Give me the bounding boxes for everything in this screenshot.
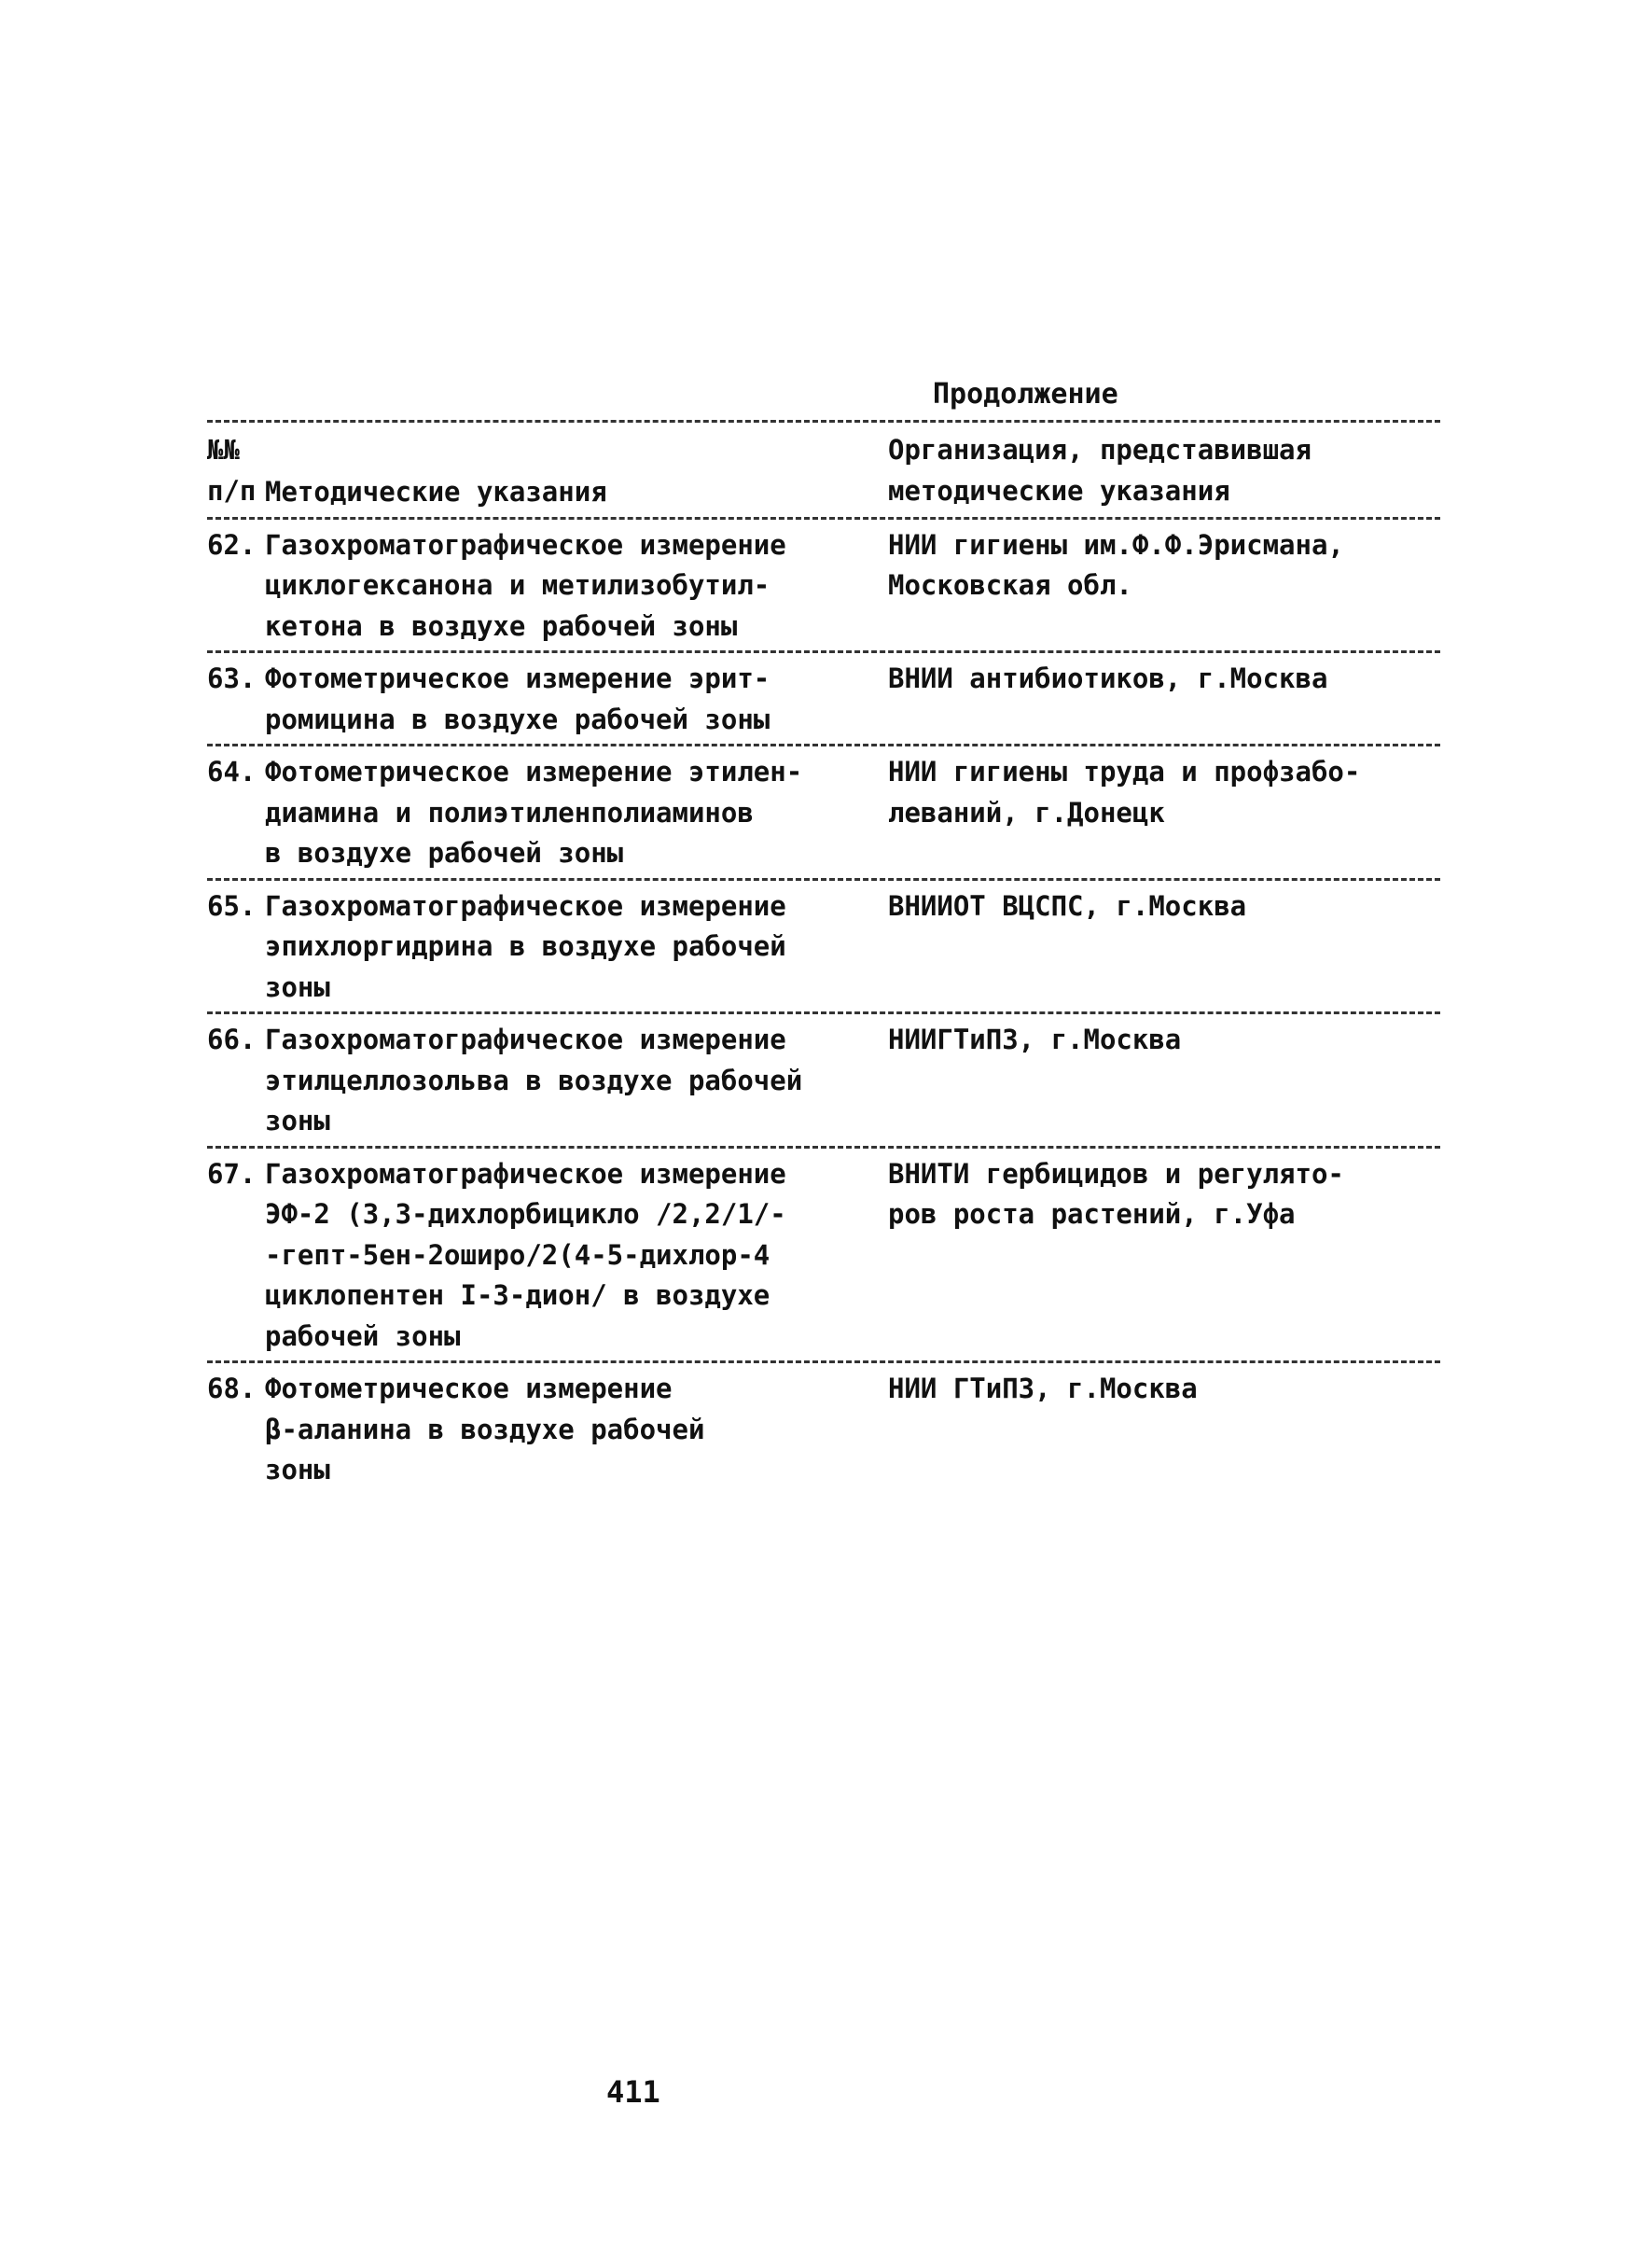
row-organization: ВНИТИ гербицидов и регулято- ров роста растений, г.Уфа — [888, 1157, 1344, 1230]
row-left — [207, 1154, 888, 1358]
row-title: Фотометрическое измерение β-аланина в воздухе рабочей зоны — [265, 1373, 705, 1485]
table-row — [207, 520, 1440, 651]
row-title: Газохроматографическое измерение этилцеллозольва в воздухе рабочей зоны — [265, 1024, 803, 1136]
header-num: №№ п/п — [207, 434, 257, 507]
header-organization: Организация, представившая методические указания — [888, 434, 1312, 507]
row-num: 65. — [207, 889, 257, 922]
methods-table — [207, 420, 1440, 1495]
row-left — [207, 659, 888, 740]
continuation-label: Продолжение — [933, 378, 1118, 411]
row-organization: НИИГТиПЗ, г.Москва — [888, 1024, 1182, 1055]
row-title: Фотометрическое измерение эрит- ромицина в воздухе рабочей зоны — [265, 662, 770, 735]
header-left — [207, 430, 888, 513]
row-left — [207, 1369, 888, 1491]
row-left — [207, 752, 888, 874]
row-left — [207, 1020, 888, 1142]
table-header — [207, 423, 1440, 517]
table-row — [207, 1363, 1440, 1495]
row-num: 66. — [207, 1024, 257, 1055]
row-organization: НИИ гигиены им.Ф.Ф.Эрисмана, Московская обл. — [888, 528, 1344, 601]
row-title: Газохроматографическое измерение эпихлоргидрина в воздухе рабочей зоны — [265, 889, 786, 1003]
row-num: 67. — [207, 1157, 257, 1190]
header-method: Методические указания — [265, 476, 607, 508]
row-num: 63. — [207, 662, 257, 694]
table-row — [207, 881, 1440, 1012]
row-title: Газохроматографическое измерение ЭФ-2 (3,3-дихлорбицикло /2,2/1/- -гепт-5ен-2оширо/2(4-5-дихлор-4 циклопентен I-3-дион/ в воздухе рабочей зоны — [265, 1157, 786, 1352]
row-organization: ВНИИОТ ВЦСПС, г.Москва — [888, 889, 1247, 922]
table-row — [207, 746, 1440, 878]
table-row — [207, 1149, 1440, 1361]
table-row — [207, 653, 1440, 744]
row-title: Фотометрическое измерение этилен- диамина и полиэтиленполиаминов в воздухе рабочей зоны — [265, 756, 803, 869]
row-num: 64. — [207, 756, 257, 788]
row-num: 62. — [207, 528, 257, 561]
row-organization: НИИ ГТиПЗ, г.Москва — [888, 1373, 1198, 1404]
row-organization: ВНИИ антибиотиков, г.Москва — [888, 662, 1328, 694]
row-left — [207, 886, 888, 1009]
page-number: 411 — [606, 2074, 660, 2110]
row-num: 68. — [207, 1373, 257, 1404]
table-row — [207, 1014, 1440, 1146]
row-organization: НИИ гигиены труда и профзабо- леваний, г.Донецк — [888, 756, 1361, 829]
row-left — [207, 525, 888, 648]
row-title: Газохроматографическое измерение циклогексанона и метилизобутил- кетона в воздухе рабочей зоны — [265, 528, 786, 642]
